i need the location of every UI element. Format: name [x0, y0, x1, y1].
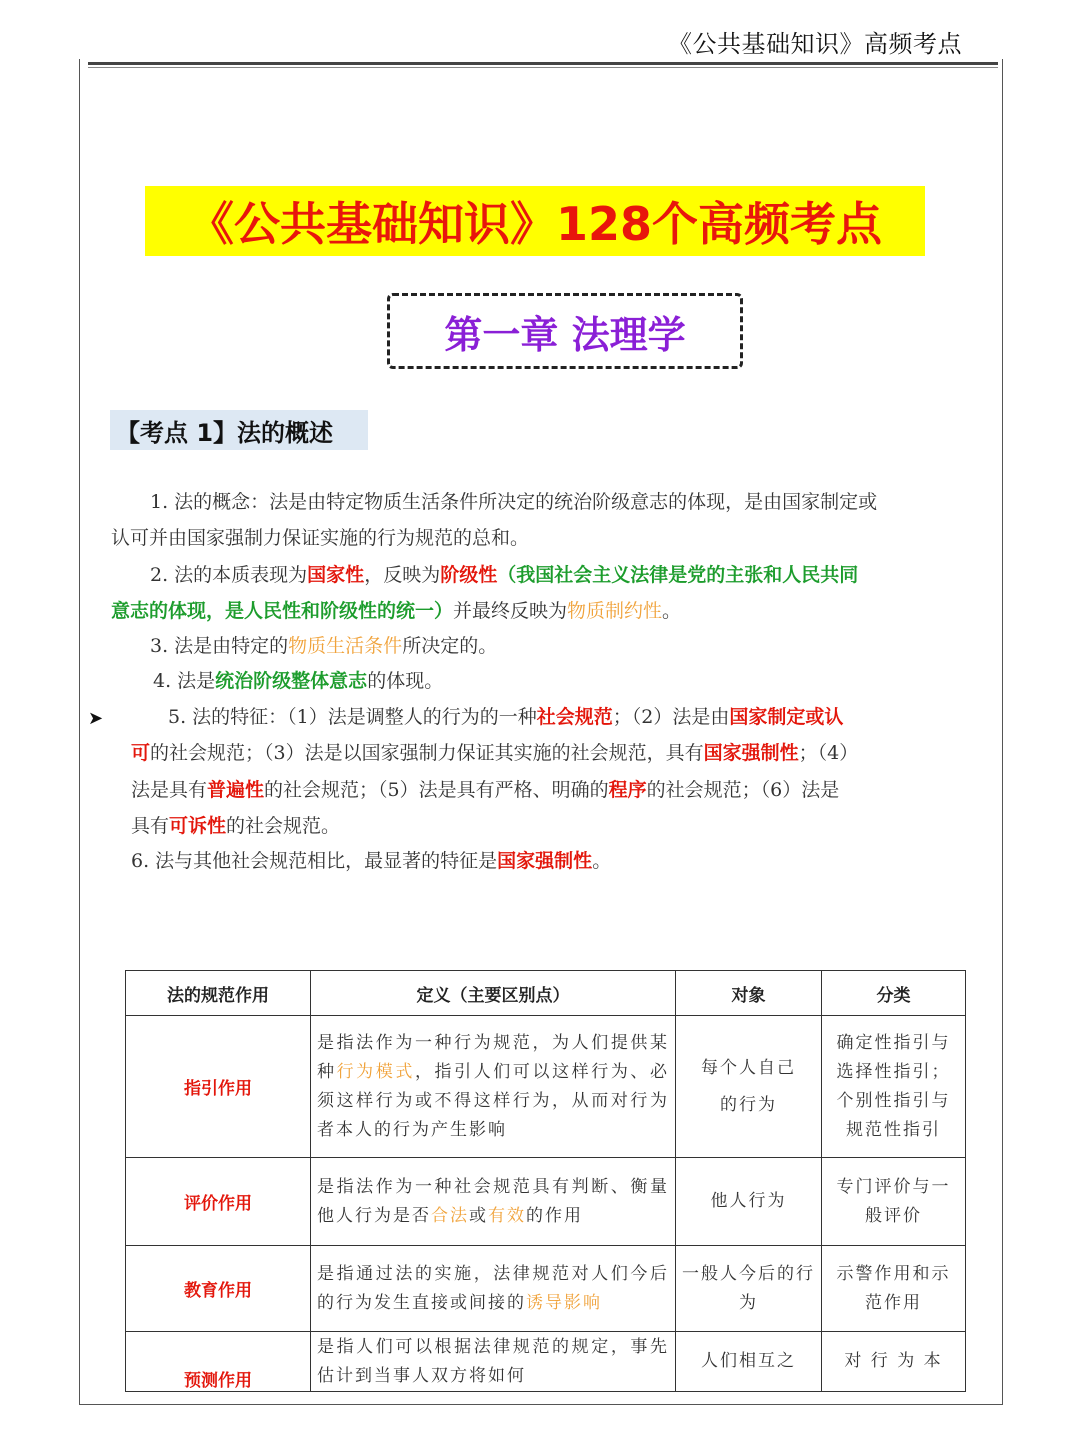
row-name: 教育作用	[126, 1246, 311, 1332]
category-cell: 对 行 为 本	[822, 1332, 966, 1392]
paragraph-4: 4. 法是统治阶级整体意志的体现。	[153, 670, 444, 692]
table-row	[126, 1016, 966, 1158]
category-cell: 示警作用和示范作用	[822, 1246, 966, 1332]
table-header-cell: 对象	[676, 971, 822, 1016]
table-row	[126, 1158, 966, 1246]
category-cell: 专门评价与一般评价	[822, 1158, 966, 1246]
paragraph-5-line-3: 法是具有普遍性的社会规范；（5）法是具有严格、明确的程序的社会规范；（6）法是	[131, 779, 840, 801]
paragraph-2-line-2: 意志的体现，是人民性和阶级性的统一）并最终反映为物质制约性。	[111, 600, 682, 622]
functions-table	[125, 970, 966, 1392]
target-cell: 每个人自己 的行为	[676, 1016, 822, 1158]
header-title: 《公共基础知识》高频考点	[668, 30, 962, 58]
row-name: 评价作用	[126, 1158, 311, 1246]
category-cell: 确定性指引与选择性指引；个别性指引与规范性指引	[822, 1016, 966, 1158]
table-header-cell: 分类	[822, 971, 966, 1016]
definition-cell: 是指法作为一种社会规范具有判断、衡量他人行为是否合法或有效的作用	[311, 1158, 676, 1246]
paragraph-1-line-1: 1. 法的概念：法是由特定物质生活条件所决定的统治阶级意志的体现，是由国家制定或	[150, 491, 878, 513]
main-title: 《公共基础知识》128个高频考点	[145, 186, 925, 256]
definition-cell: 是指人们可以根据法律规范的规定，事先估计到当事人双方将如何	[311, 1332, 676, 1392]
table-header-cell: 法的规范作用	[126, 971, 311, 1016]
chapter-title: 第一章 法理学	[387, 293, 743, 369]
section-heading: 【考点 1】法的概述	[110, 410, 368, 450]
paragraph-5-line-2: 可的社会规范；（3）法是以国家强制力保证其实施的社会规范，具有国家强制性；（4）	[131, 742, 859, 764]
definition-cell: 是指法作为一种行为规范，为人们提供某种行为模式，指引人们可以这样行为、必须这样行为或不得这样行为，从而对行为者本人的行为产生影响	[311, 1016, 676, 1158]
paragraph-6: 6. 法与其他社会规范相比，最显著的特征是国家强制性。	[131, 850, 612, 872]
bullet-arrow-icon: ➤	[88, 708, 104, 729]
paragraph-5-line-1: 5. 法的特征：（1）法是调整人的行为的一种社会规范；（2）法是由国家制定或认	[168, 706, 844, 728]
row-name: 指引作用	[126, 1016, 311, 1158]
table-row	[126, 1332, 966, 1392]
target-cell: 他人行为	[676, 1158, 822, 1246]
target-cell: 一般人今后的行为	[676, 1246, 822, 1332]
target-cell: 人们相互之	[676, 1332, 822, 1392]
paragraph-3: 3. 法是由特定的物质生活条件所决定的。	[150, 635, 498, 657]
table-row	[126, 1246, 966, 1332]
table-header-row	[126, 971, 966, 1016]
table-header-cell: 定义（主要区别点）	[311, 971, 676, 1016]
paragraph-5-line-4: 具有可诉性的社会规范。	[131, 815, 341, 837]
paragraph-1-line-2: 认可并由国家强制力保证实施的行为规范的总和。	[111, 527, 530, 549]
row-name: 预测作用	[126, 1332, 311, 1392]
definition-cell: 是指通过法的实施，法律规范对人们今后的行为发生直接或间接的诱导影响	[311, 1246, 676, 1332]
paragraph-2-line-1: 2. 法的本质表现为国家性，反映为阶级性（我国社会主义法律是党的主张和人民共同	[150, 564, 859, 586]
